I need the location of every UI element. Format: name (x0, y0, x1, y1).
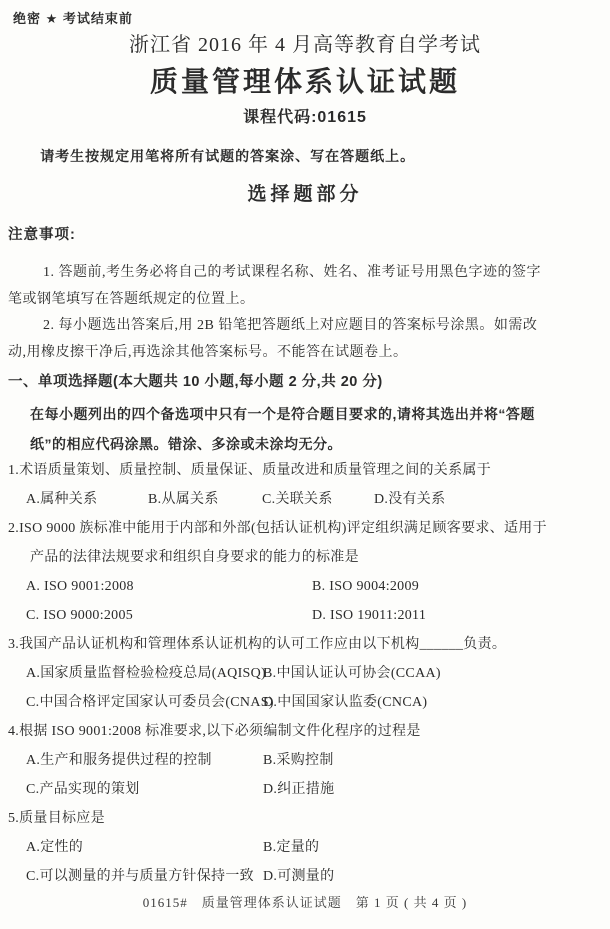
option-row (0, 775, 610, 804)
option-b: B. ISO 9004:2009 (312, 579, 420, 594)
option-a: A.生产和服务提供过程的控制 (26, 753, 212, 768)
option-a: A. ISO 9001:2008 (26, 579, 134, 594)
question-stem: 5.质量目标应是 (8, 811, 105, 826)
option-row (0, 485, 610, 514)
part1-rule: 在每小题列出的四个备选项中只有一个是符合题目要求的,请将其选出并将“答题纸”的相应代码涂黑。错涂、多涂或未涂均无分。 (30, 406, 535, 452)
page-footer: 01615# 质量管理体系认证试题 第 1 页 ( 共 4 页 ) (142, 895, 468, 910)
option-d: D.中国国家认监委(CNCA) (263, 695, 428, 710)
question-5 (0, 804, 610, 891)
question-stem: 1.术语质量策划、质量控制、质量保证、质量改进和质量管理之间的关系属于 (8, 463, 491, 478)
option-row (0, 862, 610, 891)
option-a: A.国家质量监督检验检疫总局(AQISQ) (26, 666, 267, 681)
note-item-1: 1. 答题前,考生务必将自己的考试课程名称、姓名、准考证号用黑色字迹的签字笔或钢笔填写在答题纸规定的位置上。 (8, 265, 541, 307)
option-b: B.采购控制 (263, 753, 334, 768)
option-row (0, 746, 610, 775)
question-1 (0, 456, 610, 514)
option-row (0, 601, 610, 630)
option-d: D. ISO 19011:2011 (312, 608, 427, 623)
option-d: D.没有关系 (374, 492, 446, 507)
option-b: B.中国认证认可协会(CCAA) (263, 666, 441, 681)
option-c: C.产品实现的策划 (26, 782, 140, 797)
question-4 (0, 717, 610, 804)
exam-title: 质量管理体系认证试题 (149, 66, 460, 97)
question-3 (0, 630, 610, 717)
question-2 (0, 514, 610, 630)
option-c: C.中国合格评定国家认可委员会(CNAS) (26, 695, 274, 710)
option-c: C.关联关系 (262, 492, 333, 507)
note-item-2: 2. 每小题选出答案后,用 2B 铅笔把答题纸上对应题目的答案标号涂黑。如需改动,用橡皮擦干净后,再选涂其他答案标号。不能答在试题卷上。 (8, 318, 538, 360)
option-c: C.可以测量的并与质量方针保持一致 (26, 869, 254, 884)
option-b: B.从属关系 (148, 492, 219, 507)
question-list (0, 456, 610, 891)
option-row (0, 688, 610, 717)
section-heading: 选择题部分 (247, 184, 363, 205)
option-a: A.定性的 (26, 840, 84, 855)
option-b: B.定量的 (263, 840, 320, 855)
question-stem: 4.根据 ISO 9001:2008 标准要求,以下必须编制文件化程序的过程是 (8, 724, 421, 739)
option-d: D.可测量的 (263, 869, 335, 884)
option-row (0, 572, 610, 601)
option-c: C. ISO 9000:2005 (26, 608, 134, 623)
option-a: A.属种关系 (26, 492, 98, 507)
exam-session-title: 浙江省 2016 年 4 月高等教育自学考试 (129, 34, 481, 56)
option-row (0, 659, 610, 688)
question-stem: 2.ISO 9000 族标准中能用于内部和外部(包括认证机构)评定组织满足顾客要求、适用于产品的法律法规要求和组织自身要求的能力的标准是 (8, 521, 547, 565)
option-d: D.纠正措施 (263, 782, 335, 797)
option-row (0, 833, 610, 862)
candidate-notice: 请考生按规定用笔将所有试题的答案涂、写在答题纸上。 (40, 148, 416, 164)
classification-banner: 绝密 ★ 考试结束前 (13, 11, 133, 26)
part1-heading: 一、单项选择题(本大题共 10 小题,每小题 2 分,共 20 分) (8, 374, 383, 390)
course-code: 课程代码:01615 (243, 109, 367, 126)
notes-title: 注意事项: (8, 227, 76, 243)
question-stem: 3.我国产品认证机构和管理体系认证机构的认可工作应由以下机构______负责。 (8, 637, 507, 652)
